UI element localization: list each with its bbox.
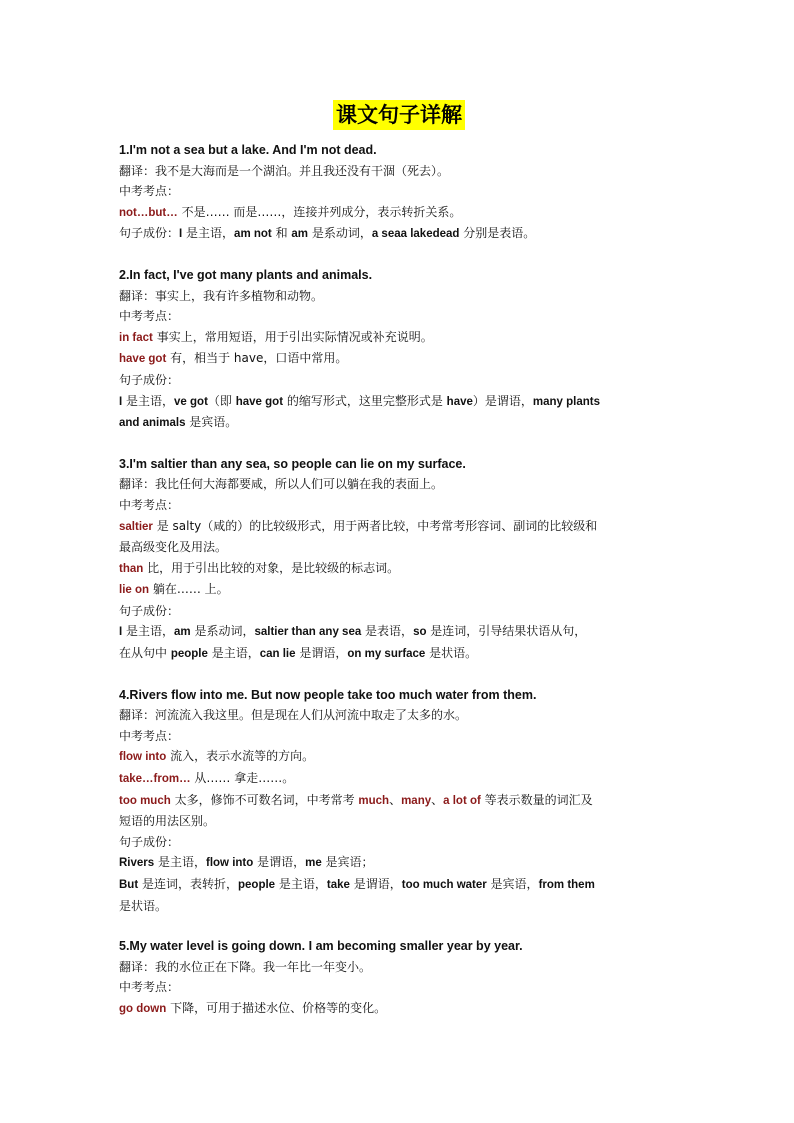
keyword: lie on [119,584,150,597]
exam-point [119,746,679,768]
chinese-text: 是主语， [182,226,235,241]
exam-point [119,348,679,370]
exam-point [119,998,679,1020]
chinese-text: 句子成份： [119,226,180,241]
page-title: 课文句子详解 [333,100,465,130]
keyword: take…from… [119,773,191,786]
explanation: 等表示数量的词汇及 [480,792,593,807]
keyword: not…but… [119,206,178,219]
chinese-text: 是系动词， [190,624,255,639]
exam-point [119,537,679,558]
chinese-text: 是连词，引导结果状语从句， [426,624,587,639]
chinese-text: 是连词，表转折， [138,877,238,891]
translation: 翻译：我的水位正在下降。我一年比一年变小。 [119,959,372,974]
exam-point [119,202,679,224]
exam-points-label: 中考考点： [119,728,180,743]
english-term: am [174,626,191,639]
chinese-text: 是谓语， [349,877,402,891]
explanation: 比，用于引出比较的对象，是比较级的标志词。 [143,560,400,575]
component-line [119,874,679,896]
section-3 [119,454,679,665]
chinese-text: 的缩写形式，这里完整形式是 [283,393,447,408]
component-line [119,852,679,874]
english-term: Rivers [119,857,155,870]
sections-container [119,140,679,1020]
chinese-text: 是状语。 [119,898,168,913]
english-term: take [326,879,350,891]
translation: 翻译：我不是大海而是一个湖泊。并且我还没有干涸（死去）。 [119,163,450,178]
section-4 [119,685,679,917]
explanation: 是 salty（咸的）的比较级形式，用于两者比较，中考常考形容词、副词的比较级和 [152,518,598,533]
keyword: too much [119,794,171,807]
translation: 翻译：河流流入我这里。但是现在人们从河流中取走了太多的水。 [119,708,468,723]
exam-points-label: 中考考点： [119,309,180,324]
translation: 翻译：事实上，我有许多植物和动物。 [119,288,324,303]
english-term: But [119,879,139,891]
keyword: saltier [119,520,153,533]
keyword: many [401,794,432,807]
chinese-text: 是主语， [122,393,175,408]
chinese-text: 分别是表语。 [459,226,536,241]
title-wrap [119,100,679,130]
english-term: have [446,395,473,408]
keyword: a lot of [443,794,481,807]
sentence-heading: 5.My water level is going down. I am becoming smaller year by year. [119,939,523,954]
sentence-heading: 2.In fact, I've got many plants and animals. [119,267,373,282]
explanation: 躺在…… 上。 [149,582,229,597]
english-term: am [291,228,309,241]
exam-point [119,516,679,538]
components-label: 句子成份： [119,834,180,849]
exam-point [119,790,679,812]
explanation: 从…… 拿走……。 [190,771,295,786]
exam-points-label: 中考考点： [119,980,180,995]
explanation: 太多，修饰不可数名词，中考常考 [170,792,359,807]
exam-point [119,579,679,601]
chinese-text: 在从句中 [119,646,171,661]
section-5 [119,936,679,1019]
english-term: me [305,857,322,870]
components-label: 句子成份： [119,372,180,387]
english-term: from them [538,879,595,891]
component-line [119,643,679,665]
explanation: 、 [389,792,402,807]
chinese-text: 是状语。 [425,646,478,661]
exam-point [119,558,679,580]
sentence-heading: 4.Rivers flow into me. But now people take too much water from them. [119,687,537,702]
explanation: 流入，表示水流等的方向。 [166,749,315,764]
explanation: 有，相当于 have，口语中常用。 [166,351,348,366]
english-term: people [170,648,208,661]
english-term: I [179,228,183,241]
keyword: have got [119,353,167,366]
keyword: go down [119,1002,167,1015]
english-term: so [413,626,427,639]
english-term: people [238,879,276,891]
explanation: 最高级变化及用法。 [119,540,228,555]
component-line [119,391,679,413]
english-term: many plants [532,395,601,408]
keyword: than [119,562,144,575]
chinese-text: 是主语， [207,646,260,661]
component-line [119,621,679,643]
explanation: 短语的用法区别。 [119,814,216,829]
chinese-text: 是谓语， [253,855,306,870]
exam-point [119,811,679,832]
explanation: 事实上，常用短语，用于引出实际情况或补充说明。 [152,329,433,344]
chinese-text: 和 [271,226,292,241]
chinese-text: 是表语， [361,624,414,639]
document-page [119,100,679,1040]
english-term: have got [235,395,284,408]
translation: 翻译：我比任何大海都要咸，所以人们可以躺在我的表面上。 [119,477,444,492]
keyword: much [358,794,390,807]
english-term: on my surface [347,648,426,661]
components-label: 句子成份： [119,603,180,618]
english-term: I [119,626,123,639]
chinese-text: 是谓语， [295,646,348,661]
component-line [119,223,679,245]
english-term: flow into [206,857,254,870]
explanation: 不是…… 而是……，连接并列成分，表示转折关系。 [177,204,462,219]
exam-point [119,327,679,349]
english-term: I [119,395,123,408]
component-line [119,896,679,917]
english-term: saltier than any sea [254,626,362,639]
exam-point [119,768,679,790]
english-term: ve got [174,395,208,408]
english-term: am not [234,228,272,241]
english-term: a seaa lakedead [371,228,460,241]
chinese-text: （即 [207,393,236,408]
keyword: flow into [119,751,167,764]
chinese-text: ）是谓语， [472,393,533,408]
section-1 [119,140,679,245]
chinese-text: 是宾语。 [185,415,238,430]
chinese-text: 是主语， [122,624,175,639]
exam-points-label: 中考考点： [119,184,180,199]
chinese-text: 是主语， [275,877,327,891]
english-term: and animals [119,417,186,430]
english-term: can lie [259,648,296,661]
exam-points-label: 中考考点： [119,497,180,512]
english-term: too much water [401,879,487,891]
chinese-text: 是主语， [154,855,206,870]
sentence-heading: 3.I'm saltier than any sea, so people can lie on my surface. [119,456,466,471]
keyword: in fact [119,331,153,344]
component-line [119,412,679,434]
explanation: 下降，可用于描述水位、价格等的变化。 [166,1000,387,1015]
sentence-heading: 1.I'm not a sea but a lake. And I'm not dead. [119,143,377,157]
explanation: 、 [431,792,444,807]
chinese-text: 是宾语； [321,855,374,870]
section-2 [119,265,679,434]
chinese-text: 是系动词， [308,226,372,241]
chinese-text: 是宾语， [486,877,539,891]
